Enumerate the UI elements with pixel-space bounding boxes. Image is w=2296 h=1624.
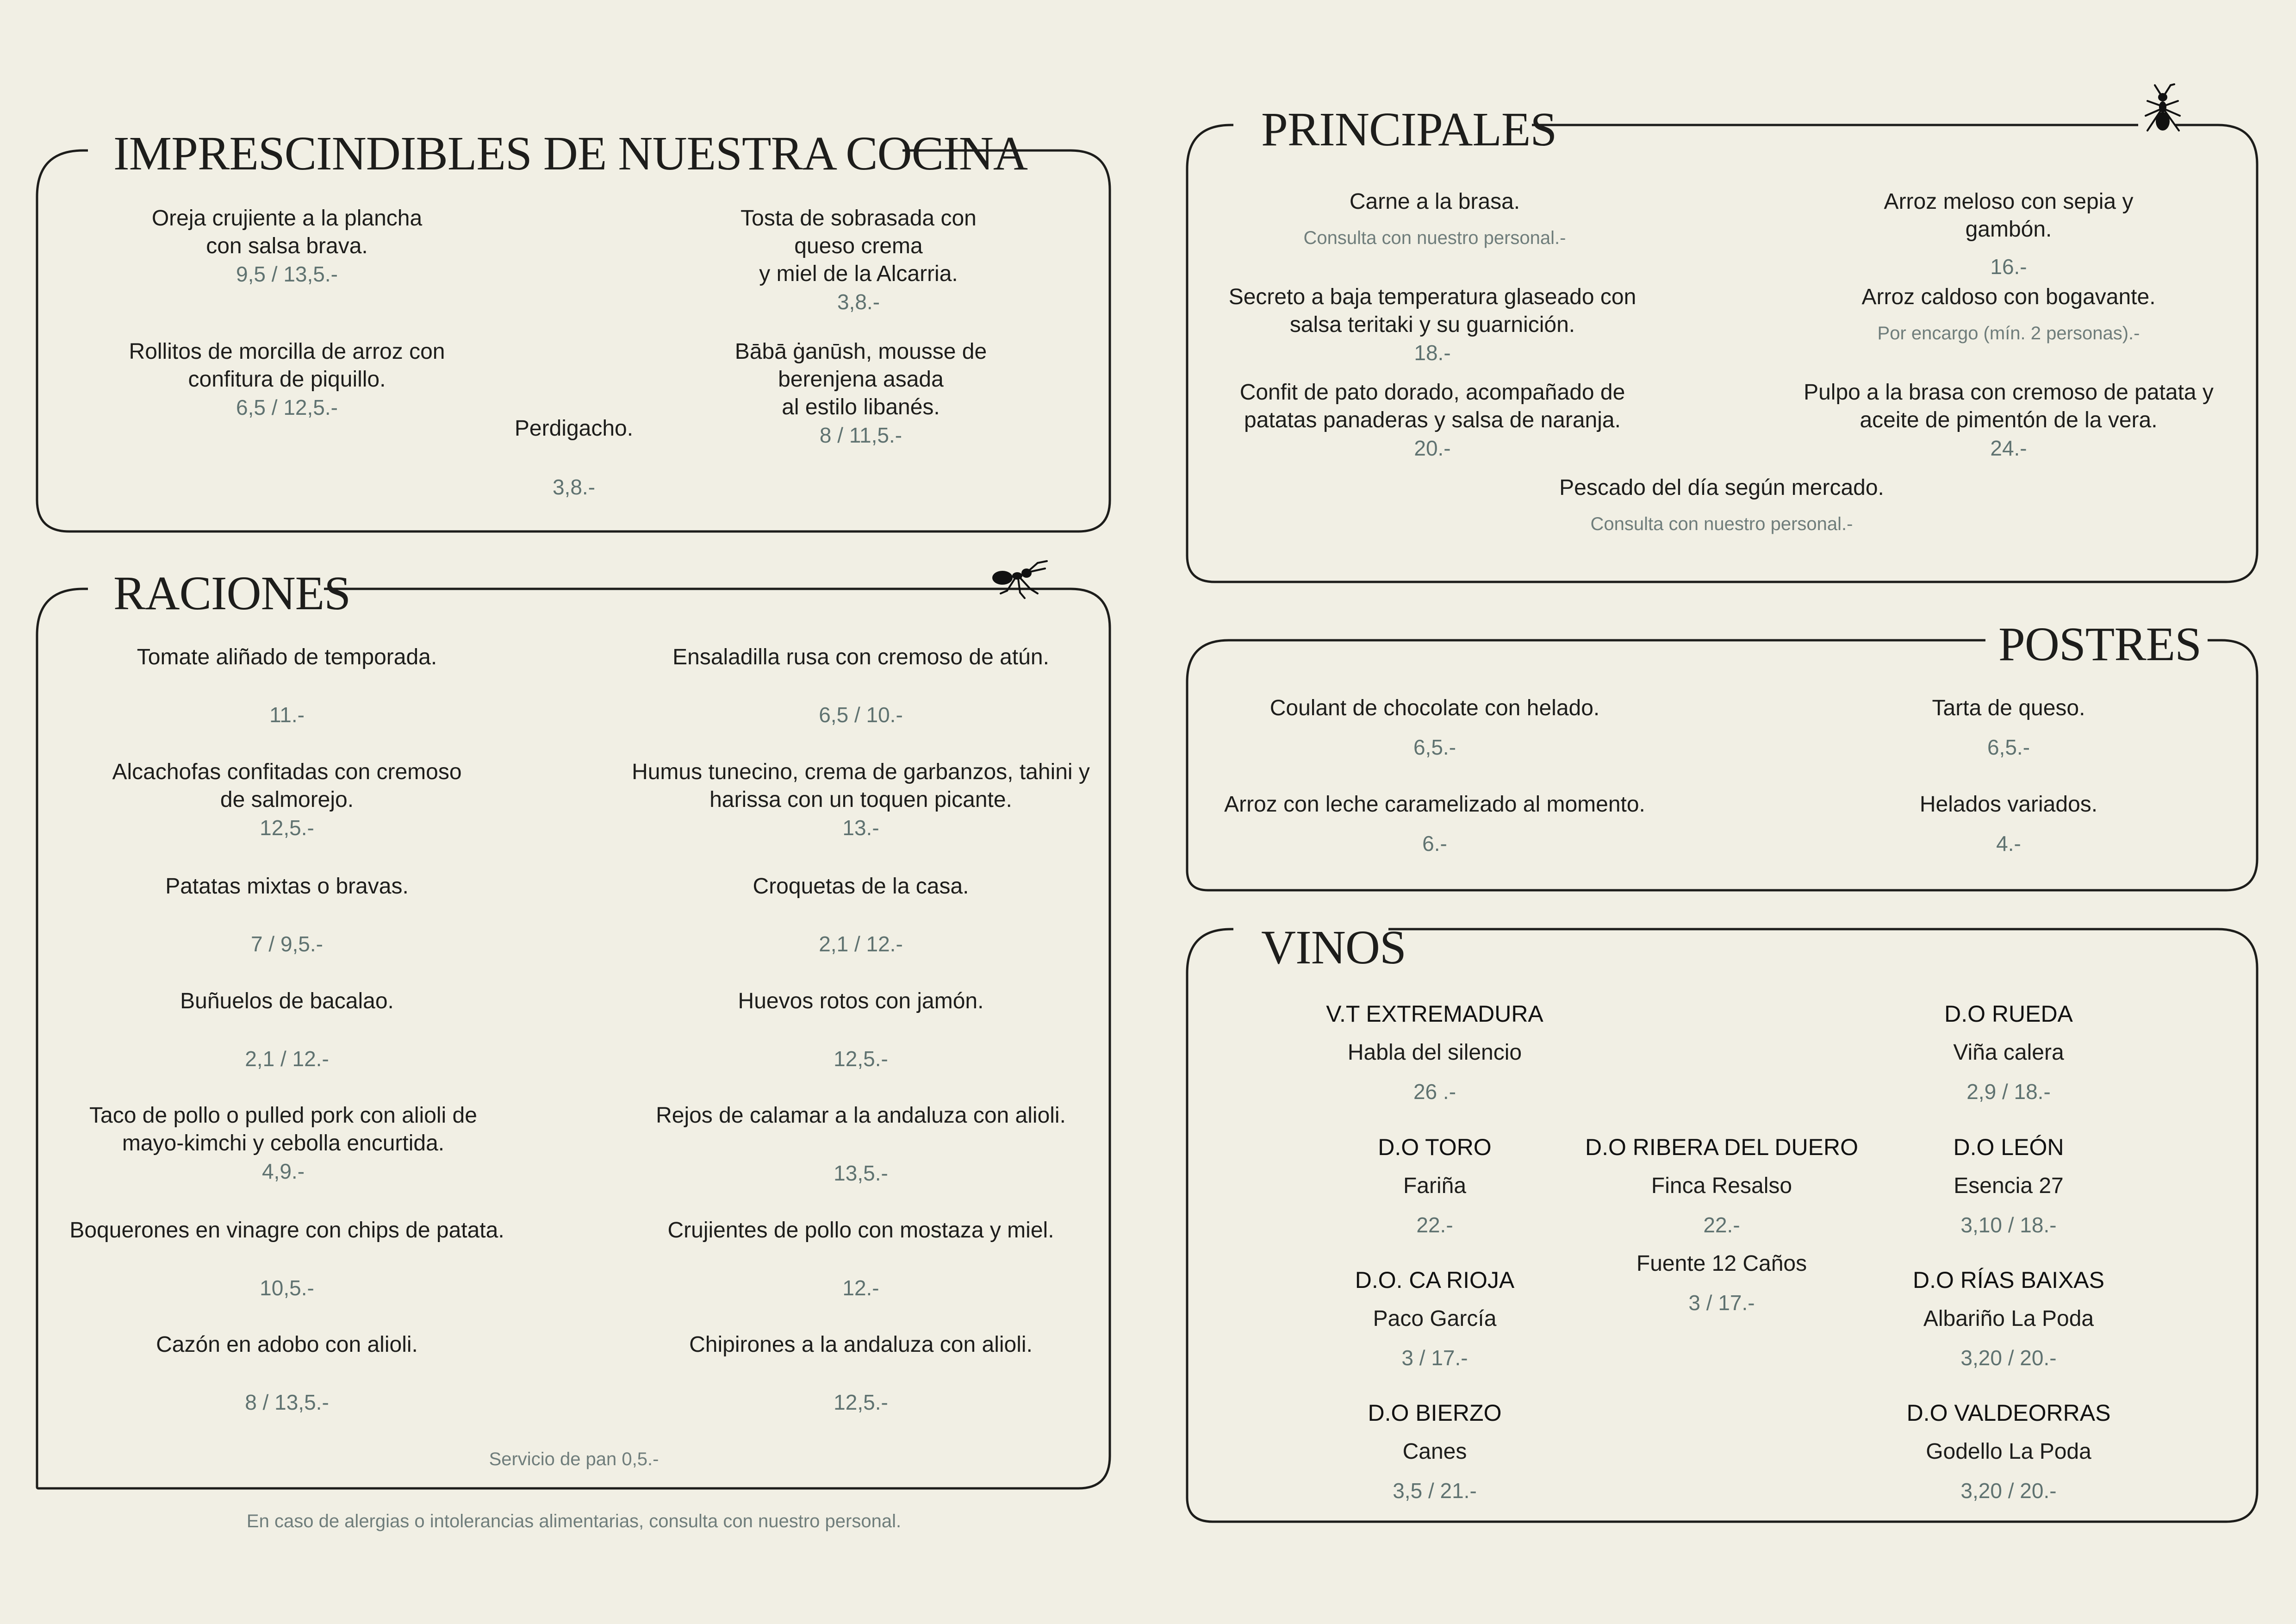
menu-item: Secreto a baja temperatura glaseado con salsa teritaki y su guarnición. 18.-	[1229, 283, 1636, 367]
item-price: 7 / 9,5.-	[251, 932, 323, 956]
wine-group	[1944, 1000, 2073, 1106]
menu-item: Huevos rotos con jamón. 12,5.-	[738, 987, 984, 1073]
menu-item: Buñuelos de bacalao. 2,1 / 12.-	[180, 987, 394, 1073]
wine-price: 22.-	[1703, 1213, 1740, 1237]
wine-price: 3,20 / 20.-	[1960, 1346, 2057, 1370]
item-price: 6,5 / 12,5.-	[236, 395, 338, 419]
menu-item: Humus tunecino, crema de garbanzos, tahini y harissa con un toquen picante. 13.-	[632, 758, 1090, 842]
wine-name: Finca Resalso	[1651, 1174, 1792, 1198]
menu-item: Pulpo a la brasa con cremoso de patata y aceite de pimentón de la vera. 24.-	[1804, 379, 2214, 462]
item-price: 2,1 / 12.-	[245, 1047, 329, 1071]
menu-item: Chipirones a la andaluza con alioli. 12,5.-	[689, 1331, 1033, 1416]
item-note: Consulta con nuestro personal.-	[1303, 228, 1566, 248]
menu-item: Carne a la brasa. Consulta con nuestro personal.-	[1304, 188, 1566, 251]
menu-item: Oreja crujiente a la plancha con salsa brava. 9,5 / 13,5.-	[152, 205, 422, 288]
bread-service-note: Servicio de pan 0,5.-	[489, 1449, 659, 1469]
item-price: 18.-	[1414, 341, 1451, 365]
wine-price: 3,20 / 20.-	[1960, 1479, 2057, 1503]
wine-region: D.O BIERZO	[1368, 1400, 1502, 1426]
wine-price: 3 / 17.-	[1401, 1346, 1468, 1370]
menu-item: Coulant de chocolate con helado. 6,5.-	[1270, 694, 1600, 761]
menu-item: Ensaladilla rusa con cremoso de atún. 6,5 / 10.-	[672, 643, 1049, 729]
wine-name: Viña calera	[1953, 1040, 2064, 1065]
wine-group	[1355, 1266, 1515, 1372]
wine-price: 3,10 / 18.-	[1960, 1213, 2057, 1237]
item-price: 8 / 13,5.-	[245, 1390, 329, 1414]
wine-region: D.O LEÓN	[1953, 1134, 2064, 1160]
wine-group	[1378, 1133, 1491, 1239]
menu-item: Arroz meloso con sepia y gambón. 16.-	[1865, 188, 2153, 281]
menu-item: Croquetas de la casa. 2,1 / 12.-	[753, 873, 969, 958]
section-title: VINOS	[1261, 921, 1406, 974]
wine-region: D.O TORO	[1378, 1134, 1492, 1160]
menu-item: Tomate aliñado de temporada. 11.-	[137, 643, 437, 729]
item-price: 3,8.-	[837, 290, 880, 314]
item-price: 2,1 / 12.-	[819, 932, 903, 956]
wine-region: D.O RIBERA DEL DUERO	[1585, 1134, 1858, 1160]
wine-name: Paco García	[1373, 1306, 1497, 1331]
section-title: RACIONES	[113, 567, 351, 620]
item-price: 12.-	[842, 1276, 879, 1300]
item-price: 11.-	[269, 703, 305, 727]
menu-item: Boquerones en vinagre con chips de patata. 10,5.-	[69, 1217, 504, 1302]
item-price: 12,5.-	[834, 1047, 888, 1071]
item-price: 6,5.-	[1413, 735, 1456, 759]
wine-region: D.O VALDEORRAS	[1906, 1400, 2111, 1426]
wine-region: D.O RÍAS BAIXAS	[1912, 1267, 2105, 1293]
menu-item: Alcachofas confitadas con cremoso de salmorejo. 12,5.-	[112, 758, 461, 842]
section-title: IMPRESCINDIBLES DE NUESTRA COCINA	[113, 127, 1027, 180]
item-price: 4.-	[1996, 831, 2021, 856]
menu-item: Taco de pollo o pulled pork con alioli de mayo-kimchi y cebolla encurtida. 4,9.-	[89, 1102, 477, 1185]
wine-name: Albariño La Poda	[1923, 1306, 2094, 1331]
item-price: 20.-	[1414, 436, 1451, 460]
item-price: 6,5 / 10.-	[819, 703, 903, 727]
wine-name: Habla del silencio	[1347, 1040, 1522, 1065]
item-price: 6.-	[1422, 831, 1447, 856]
item-price: 9,5 / 13,5.-	[236, 262, 338, 286]
wine-price: 3,5 / 21.-	[1393, 1479, 1477, 1503]
item-price: 12,5.-	[260, 816, 314, 840]
wine-region: D.O. CA RIOJA	[1355, 1267, 1515, 1293]
menu-item: Crujientes de pollo con mostaza y miel. 12.-	[667, 1217, 1054, 1302]
menu-item: Rejos de calamar a la andaluza con alioli. 13,5.-	[656, 1102, 1066, 1187]
wine-name: Esencia 27	[1954, 1174, 2064, 1198]
wine-name: Godello La Poda	[1926, 1439, 2091, 1464]
item-note: Consulta con nuestro personal.-	[1590, 514, 1853, 534]
menu-item: Arroz caldoso con bogavante. Por encargo (mín. 2 personas).-	[1861, 283, 2155, 346]
section-title: PRINCIPALES	[1261, 103, 1557, 156]
wine-group	[1913, 1266, 2104, 1372]
item-price: 10,5.-	[260, 1276, 314, 1300]
wine-group	[1907, 1399, 2111, 1505]
item-price: 13,5.-	[834, 1161, 888, 1185]
menu-item: Pescado del día según mercado. Consulta con nuestro personal.-	[1559, 474, 1884, 537]
menu-item: Arroz con leche caramelizado al momento. 6.-	[1224, 791, 1645, 857]
allergy-note: En caso de alergias o intolerancias alimentarias, consulta con nuestro personal.	[246, 1511, 902, 1531]
menu-item: Tarta de queso. 6,5.-	[1932, 694, 2085, 761]
menu-item: Patatas mixtas o bravas. 7 / 9,5.-	[165, 873, 409, 958]
wine-region: D.O RUEDA	[1944, 1001, 2073, 1027]
wine-price: 2,9 / 18.-	[1966, 1080, 2051, 1104]
item-price: 13.-	[842, 816, 879, 840]
wine-name: Fariña	[1403, 1174, 1467, 1198]
item-price: 8 / 11,5.-	[819, 423, 902, 447]
wine-price: 3 / 17.-	[1688, 1291, 1755, 1315]
wine-name: Fuente 12 Caños	[1636, 1251, 1807, 1276]
menu-item: Helados variados. 4.-	[1920, 791, 2097, 857]
item-price: 3,8.-	[552, 475, 596, 499]
wine-price: 22.-	[1416, 1213, 1453, 1237]
wine-name: Canes	[1402, 1439, 1467, 1464]
menu-item: Tosta de sobrasada con queso crema y miel de la Alcarria. 3,8.-	[728, 205, 989, 316]
wine-group	[1326, 1000, 1543, 1106]
wine-group	[1585, 1133, 1858, 1317]
wine-group	[1368, 1399, 1502, 1505]
menu-item: Cazón en adobo con alioli. 8 / 13,5.-	[156, 1331, 418, 1416]
menu-item: Bābā ġanūsh, mousse de berenjena asada al estilo libanés. 8 / 11,5.-	[731, 338, 990, 449]
section-title: POSTRES	[1998, 618, 2202, 671]
menu-item: Perdigacho. 3,8.-	[515, 415, 633, 501]
item-price: 16.-	[1990, 255, 2027, 279]
item-note: Por encargo (mín. 2 personas).-	[1877, 323, 2140, 344]
wine-region: V.T EXTREMADURA	[1326, 1001, 1543, 1027]
wine-price: 26 .-	[1413, 1080, 1456, 1104]
menu-item: Rollitos de morcilla de arroz con confitura de piquillo. 6,5 / 12,5.-	[129, 338, 445, 421]
item-price: 24.-	[1990, 436, 2027, 460]
wine-group	[1954, 1133, 2064, 1239]
item-price: 12,5.-	[834, 1390, 888, 1414]
item-price: 4,9.-	[261, 1159, 305, 1183]
item-price: 6,5.-	[1987, 735, 2030, 759]
menu-item: Confit de pato dorado, acompañado de patatas panaderas y salsa de naranja. 20.-	[1240, 379, 1625, 462]
